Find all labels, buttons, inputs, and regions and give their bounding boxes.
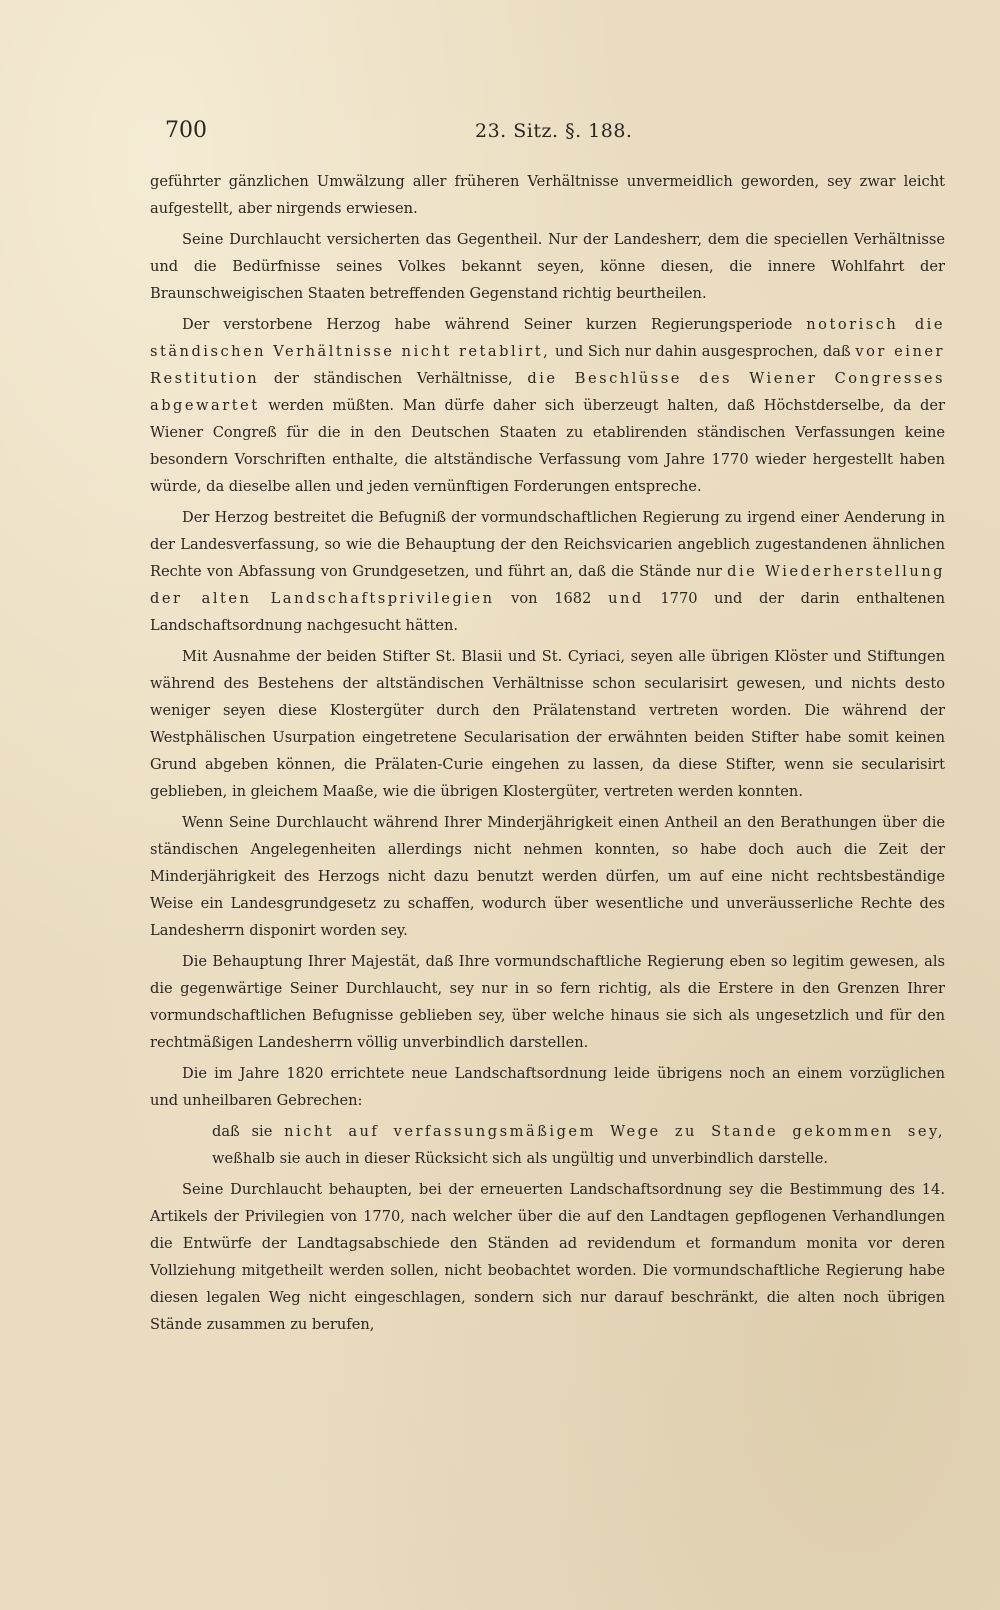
text-segment: Wenn Seine Durchlaucht während Ihrer Minderjährigkeit einen Antheil an den Berathungen über die ständischen Angelegenheiten allerdings nicht nehmen konnten, so habe doch auch die Zeit der Minderjährigkeit des Herzogs nicht dazu benutzt werden dürfen, um auf eine nicht rechtsbeständige Weise ein Landesgrundgesetz zu schaffen, wodurch über wesentliche und unveräusserliche Rechte des Landesherrn disponirt worden sey. — [150, 814, 945, 939]
text-segment: werden müßten. Man dürfe daher sich überzeugt halten, daß Höchstderselbe, da der Wiener Congreß für die in den Deutschen Staaten zu etablirenden ständischen Verfassungen keine besondern Vorschriften enthalte, die altständische Verfassung vom Jahre 1770 wieder hergestellt haben würde, da dieselbe allen und jeden vernünftigen Forderungen entspreche. — [150, 397, 945, 495]
paragraph — [150, 1118, 945, 1172]
page-number: 700 — [165, 118, 207, 143]
paragraph — [150, 311, 945, 500]
text-segment: daß sie — [212, 1123, 285, 1140]
paragraph — [150, 168, 945, 222]
emphasized-text: und — [608, 590, 644, 607]
text-segment: geführter gänzlichen Umwälzung aller früheren Verhältnisse unvermeidlich geworden, sey zwar leicht aufgestellt, aber nirgends erwiesen. — [150, 173, 945, 217]
text-segment: Der verstorbene Herzog habe während Seiner kurzen Regierungsperiode — [182, 316, 807, 333]
emphasized-text: nicht auf verfassungsmäßigem Wege zu Stande gekommen sey, — [284, 1123, 945, 1140]
text-segment: Mit Ausnahme der beiden Stifter St. Blasii und St. Cyriaci, seyen alle übrigen Klöster und Stiftungen während des Bestehens der altständischen Verhältnisse schon secularisirt gewesen, und nichts desto weniger seyen diese Klostergüter durch den Prälatenstand vertreten worden. Die während der Westphälischen Usurpation eingetretene Secularisation der erwähnten beiden Stifter habe somit keinen Grund abgeben können, die Prälaten-Curie eingehen zu lassen, da diese Stifter, wenn sie secularisirt geblieben, in gleichem Maaße, wie die übrigen Klostergüter, vertreten werden konnten. — [150, 648, 945, 800]
text-segment: und Sich nur dahin ausgesprochen, daß — [550, 343, 856, 360]
emphasized-text: die Wiederherstellung der alten Landschaftsprivilegien — [150, 563, 945, 607]
text-segment: von 1682 — [494, 590, 609, 607]
emphasized-text: notorisch die ständischen Verhältnisse nicht retablirt, — [150, 316, 945, 360]
body-text — [150, 168, 945, 1342]
paragraph — [150, 643, 945, 805]
text-segment: 1770 und der darin enthaltenen Landschaftsordnung nachgesucht hätten. — [150, 590, 945, 634]
running-head: 23. Sitz. §. 188. — [475, 120, 633, 142]
text-segment: der ständischen Verhältnisse, — [259, 370, 528, 387]
emphasized-text: vor einer Restitution — [150, 343, 945, 387]
paragraph — [150, 226, 945, 307]
emphasized-text: die Beschlüsse des Wiener Congresses abgewartet — [150, 370, 945, 414]
paragraph — [150, 504, 945, 639]
text-segment: weßhalb sie auch in dieser Rücksicht sich als ungültig und unverbindlich darstelle. — [212, 1150, 829, 1167]
text-segment: Seine Durchlaucht behaupten, bei der erneuerten Landschaftsordnung sey die Bestimmung des 14. Artikels der Privilegien von 1770, nach welcher über die auf den Landtagen gepflogenen Verhandlungen die Entwürfe der Landtagsabschiede den Ständen ad revidendum et formandum monita vor deren Vollziehung mitgetheilt werden sollen, nicht beobachtet worden. Die vormundschaftliche Regierung habe diesen legalen Weg nicht eingeschlagen, sondern sich nur darauf beschränkt, die alten noch übrigen Stände zusammen zu berufen, — [150, 1181, 945, 1333]
text-segment: Seine Durchlaucht versicherten das Gegentheil. Nur der Landesherr, dem die speciellen Verhältnisse und die Bedürfnisse seines Volkes bekannt seyen, könne diesen, die innere Wohlfahrt der Braunschweigischen Staaten betreffenden Gegenstand richtig beurtheilen. — [150, 231, 945, 302]
text-segment: Der Herzog bestreitet die Befugniß der vormundschaftlichen Regierung zu irgend einer Aenderung in der Landesverfassung, so wie die Behauptung der den Reichsvicarien angeblich zugestandenen ähnlichen Rechte von Abfassung von Grundgesetzen, und führt an, daß die Stände nur — [150, 509, 945, 580]
paragraph — [150, 948, 945, 1056]
paragraph — [150, 809, 945, 944]
text-segment: Die im Jahre 1820 errichtete neue Landschaftsordnung leide übrigens noch an einem vorzüglichen und unheilbaren Gebrechen: — [150, 1065, 945, 1109]
text-segment: Die Behauptung Ihrer Majestät, daß Ihre vormundschaftliche Regierung eben so legitim gewesen, als die gegenwärtige Seiner Durchlaucht, sey nur in so fern richtig, als die Erstere in den Grenzen Ihrer vormundschaftlichen Befugnisse geblieben sey, über welche hinaus sie sich als ungesetzlich und für den rechtmäßigen Landesherrn völlig unverbindlich darstellen. — [150, 953, 945, 1051]
paragraph — [150, 1060, 945, 1114]
paragraph — [150, 1176, 945, 1338]
page-header — [0, 118, 1000, 158]
